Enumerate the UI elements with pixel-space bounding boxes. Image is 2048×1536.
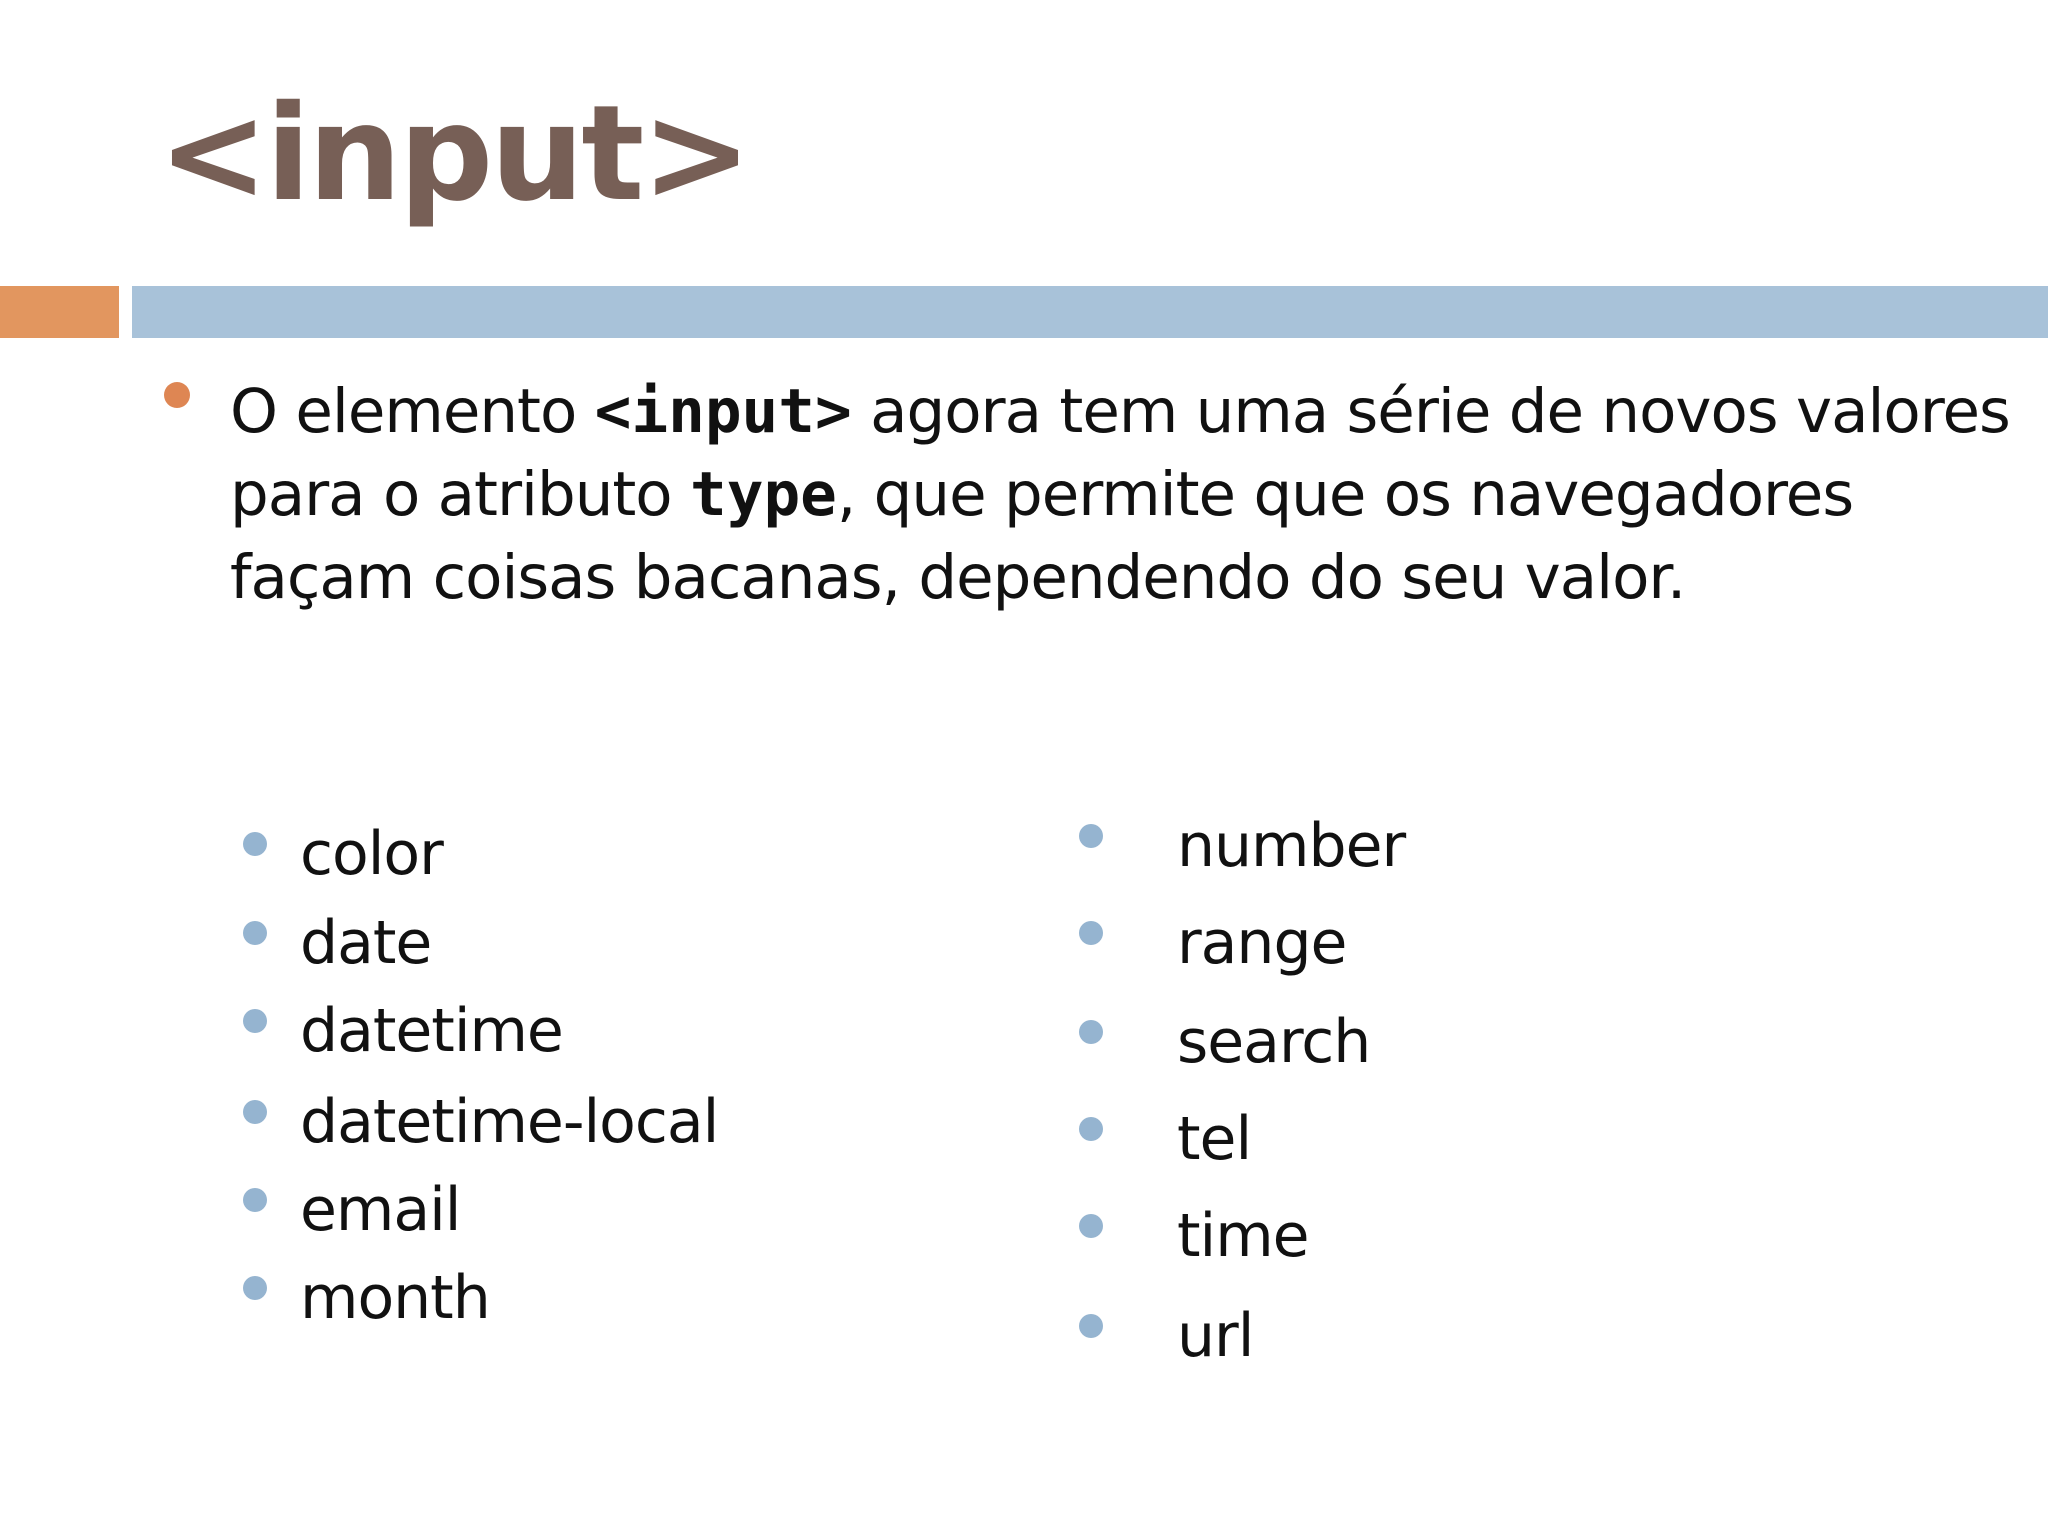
intro-text-start: O elemento [230,376,595,447]
input-type-label: month [300,1263,490,1333]
input-type-label: range [1177,908,1347,978]
input-type-label: date [300,908,432,978]
bullet-dot-icon [243,921,267,945]
input-type-label: email [300,1175,461,1245]
input-type-label: datetime [300,996,563,1066]
input-types-list-right [1079,0,1879,1536]
input-type-label: tel [1177,1104,1252,1174]
input-type-label: number [1177,811,1406,881]
bullet-dot-icon [1079,824,1103,848]
bullet-dot-icon [243,1100,267,1124]
main-bullet-icon [164,382,190,408]
title-accent-bar-orange [0,286,119,338]
bullet-dot-icon [243,832,267,856]
intro-bold-type: type [690,459,837,530]
input-type-label: datetime-local [300,1087,719,1157]
bullet-dot-icon [1079,1020,1103,1044]
bullet-dot-icon [1079,1117,1103,1141]
input-type-label: search [1177,1007,1371,1077]
bullet-dot-icon [243,1188,267,1212]
slide-title: <input> [158,77,749,231]
bullet-dot-icon [1079,1214,1103,1238]
input-type-label: time [1177,1201,1309,1271]
bullet-dot-icon [1079,921,1103,945]
intro-text-middle: agora tem uma série de novos valores para o atributo [230,376,2010,530]
bullet-dot-icon [1079,1314,1103,1338]
intro-text-end: , que permite que os navegadores façam coisas bacanas, dependendo do seu valor. [230,459,1854,613]
input-type-label: color [300,819,443,889]
bullet-dot-icon [243,1009,267,1033]
input-types-list-left [243,0,1043,1536]
bullet-dot-icon [243,1276,267,1300]
input-type-label: url [1177,1301,1254,1371]
intro-code-input: <input> [594,376,852,447]
